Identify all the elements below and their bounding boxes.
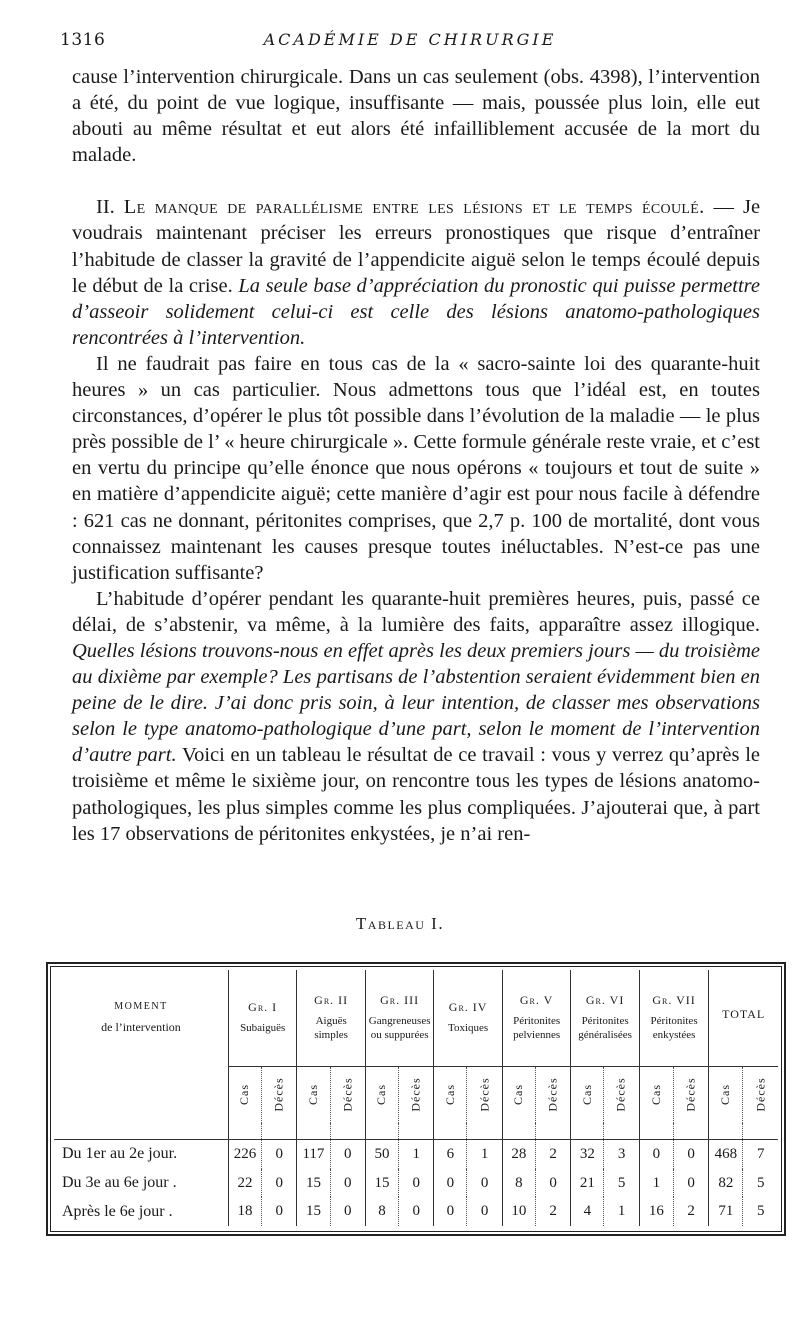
deces-subheader: Décès [262,1066,297,1123]
cas-subheader: Cas [365,1066,398,1123]
cas-cell: 32 [571,1140,604,1169]
cas-cell: 15 [297,1169,330,1198]
deces-cell: 0 [673,1169,708,1198]
table-body [54,1123,778,1227]
section-italic-text: La seule base d’appréciation du pronostic qui puisse permettre d’asseoir solidement celui-ci est celle des lésions anatomo-pathologiques rencontrées à l’intervention. [72,274,760,349]
cas-cell: 16 [639,1197,673,1226]
deces-cell: 0 [467,1197,502,1226]
deces-cell: 0 [398,1197,433,1226]
deces-cell: 5 [604,1169,639,1198]
deces-cell: 0 [330,1140,365,1169]
cas-cell: 50 [365,1140,398,1169]
cas-cell: 0 [434,1197,467,1226]
row-label: Après le 6e jour . [62,1202,173,1220]
table-frame [46,962,786,1236]
cas-cell: 15 [365,1169,398,1198]
group-header-4: Gr. IV Toxiques [434,970,502,1066]
deces-subheader: Décès [673,1066,708,1123]
cas-cell: 10 [502,1197,535,1226]
paragraph-4 [72,586,760,847]
deces-subheader: Décès [743,1066,778,1123]
section-text: Je voudrais maintenant préciser les erreurs pronostiques que risque d’entraîner l’habitude de classer la gravité de l’appendicite aiguë selon le temps écoulé depuis le début de la crise. [72,196,761,297]
deces-cell: 1 [398,1140,433,1169]
table-row [54,1197,778,1226]
paragraph-4-text-end: Voici en un tableau le résultat de ce travail : vous y verrez qu’après le troisième et même le sixième jour, on rencontre tous les types de lésions anatomo-pathologiques, les plus simples comme les plus compliquées. J’ajouterai que, à part les 17 observations de péritonites enkystées, je n’ai ren- [72,744,760,845]
group-header-6: Gr. VI Péritonites généralisées [571,970,639,1066]
cas-subheader: Cas [228,1066,261,1123]
deces-cell: 0 [330,1197,365,1226]
cas-cell: 0 [639,1140,673,1169]
deces-cell: 0 [467,1169,502,1198]
cas-cell: 8 [502,1169,535,1198]
cas-cell: 0 [434,1169,467,1198]
cas-cell: 15 [297,1197,330,1226]
table-caption: Tableau I. [355,914,445,933]
section-dash: — [713,196,734,219]
deces-subheader: Décès [330,1066,365,1123]
running-title: ACADÉMIE DE CHIRURGIE [263,30,557,49]
cas-subheader: Cas [434,1066,467,1123]
paragraph-4-italic: Quelles lésions trouvons-nous en effet après les deux premiers jours — du troisième au dixième par exemple? Les partisans de l’abstention seraient évidemment bien en peine de le dire. J’ai donc pris soin, à leur intention, de classer mes observations selon le type anatomo-pathologique d’une part, selon le moment de l’intervention d’autre part. [72,639,760,767]
page-header [60,30,760,54]
header-separator [54,1123,778,1140]
cas-cell: 82 [709,1169,743,1198]
cas-subheader: Cas [571,1066,604,1123]
group-header-3: Gr. III Gangreneuses ou suppurées [365,970,433,1066]
paragraph-3: Il ne faudrait pas faire en tous cas de la « sacro-sainte loi des quarante-huit heures » un cas particulier. Nous admettons tous que l’idéal est, en toutes circonstances, d’opérer le plus tôt possible dans l’évolution de la maladie — le plus près possible de l’ « heure chirurgicale ». Cette formule générale reste vraie, et c’est en vertu du principe qu’elle énonce que nous opérons « toujours et tout de suite » en matière d’appendicite aiguë; cette manière d’agir est pour nous facile à défendre : 621 cas ne donnant, péritonites comprises, que 2,7 p. 100 de mortalité, dont vous connaissez maintenant les causes presque toutes inéluctables. N’est-ce pas une justification suffisante? [72,352,760,584]
cas-subheader: Cas [639,1066,673,1123]
deces-subheader: Décès [535,1066,570,1123]
cas-cell: 468 [709,1140,743,1169]
deces-cell: 1 [467,1140,502,1169]
deces-cell: 0 [330,1169,365,1198]
group-header-5: Gr. V Péritonites pelviennes [502,970,570,1066]
row-label: Du 3e au 6e jour . [62,1174,177,1192]
deces-cell: 5 [743,1169,778,1198]
row-label: Du 1er au 2e jour. [62,1145,178,1163]
deces-subheader: Décès [398,1066,433,1123]
deces-subheader: Décès [604,1066,639,1123]
cas-cell: 226 [228,1140,261,1169]
page-number: 1316 [60,30,106,50]
group-header-total: TOTAL [709,970,778,1066]
cas-cell: 21 [571,1169,604,1198]
cas-cell: 28 [502,1140,535,1169]
deces-cell: 0 [673,1140,708,1169]
group-header-7: Gr. VII Péritonites enkystées [639,970,708,1066]
cas-cell: 4 [571,1197,604,1226]
body-text [72,64,760,847]
deces-cell: 0 [262,1140,297,1169]
deces-cell: 5 [743,1197,778,1226]
section-heading: Le manque de parallélisme entre les lésions et le temps écoulé. [123,196,705,219]
group-header-2: Gr. II Aiguës simples [297,970,365,1066]
group-header-1: Gr. I Subaiguës [228,970,296,1066]
table-row [54,1140,778,1169]
deces-cell: 0 [535,1169,570,1198]
deces-cell: 1 [604,1197,639,1226]
deces-cell: 3 [604,1140,639,1169]
deces-cell: 2 [535,1140,570,1169]
deces-cell: 2 [535,1197,570,1226]
deces-cell: 0 [262,1197,297,1226]
moment-header-subtitle: de l’intervention [101,1020,181,1034]
paragraph-4-text: L’habitude d’opérer pendant les quarante-huit premières heures, puis, passé ce délai, de s’abstenir, va même, à la lumière des faits, apparaître assez illogique. [72,587,760,636]
cas-cell: 22 [228,1169,261,1198]
deces-cell: 0 [398,1169,433,1198]
subheader-row [54,1066,778,1123]
cas-subheader: Cas [297,1066,330,1123]
cas-cell: 1 [639,1169,673,1198]
moment-header [54,970,228,1066]
section-number: II. [96,196,115,219]
cas-cell: 71 [709,1197,743,1226]
results-table [54,970,778,1226]
section-ii-paragraph [72,194,760,351]
cas-cell: 117 [297,1140,330,1169]
deces-cell: 0 [262,1169,297,1198]
cas-cell: 6 [434,1140,467,1169]
deces-subheader: Décès [467,1066,502,1123]
moment-header-title: MOMENT [114,1001,168,1012]
cas-subheader: Cas [502,1066,535,1123]
deces-cell: 7 [743,1140,778,1169]
cas-cell: 18 [228,1197,261,1226]
paragraph-1: cause l’intervention chirurgicale. Dans un cas seulement (obs. 4398), l’intervention a été, du point de vue logique, insuffisante — mais, poussée plus loin, elle eut abouti au même résultat et eut alors été infailliblement accusée de la mort du malade. [72,66,760,167]
table-row [54,1169,778,1198]
cas-subheader: Cas [709,1066,743,1123]
cas-cell: 8 [365,1197,398,1226]
deces-cell: 2 [673,1197,708,1226]
